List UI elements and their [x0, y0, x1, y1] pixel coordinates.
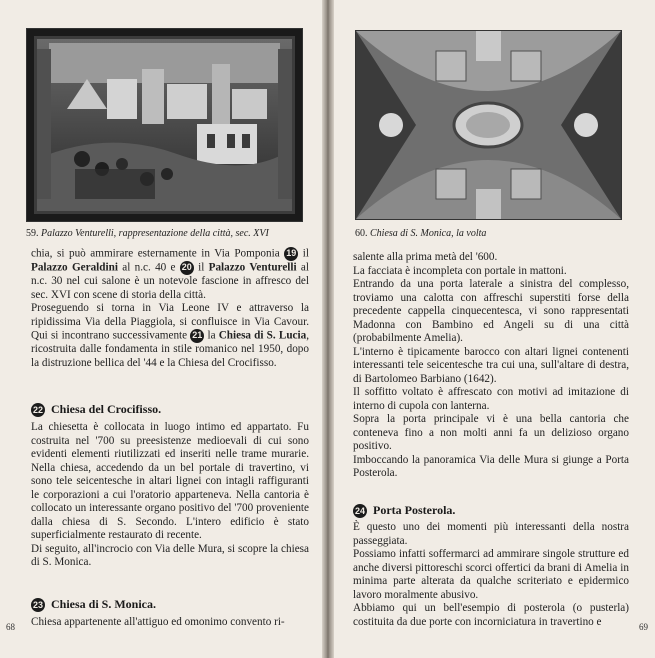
left-body-mid: [31, 421, 309, 570]
paragraph: L'interno è tipicamente barocco con altari lignei contenenti interessanti tele seicentesche tra cui una, sull'altare di destra, di Bartolomeo Barbiano (1642).: [353, 345, 629, 385]
badge-24: 24: [354, 505, 365, 516]
fresco-image: [27, 29, 302, 221]
right-body-bottom: [353, 521, 629, 629]
left-body-bottom: [31, 616, 309, 630]
paragraph: Imboccando la panoramica Via delle Mura si giunge a Porta Posterola.: [353, 453, 629, 479]
paragraph: Il soffitto voltato è affrescato con motivi ad imitazione di interno di cupola con lanterna.: [353, 386, 629, 412]
section-heading-22: 22 Chiesa del Crocifisso.: [32, 402, 162, 416]
figure-caption-59: 59. Palazzo Venturelli, rappresentazione della città, sec. XVI: [26, 228, 269, 239]
left-body-top: [31, 247, 309, 370]
paragraph: chia, si può ammirare esternamente in Via Pomponia 19 il Palazzo Geraldini al n.c. 40 e 20 il Palazzo Venturelli al n.c. 30 nel cui salone è un notevole fascione in affresco del sec. XVI con scene di storia della città.: [31, 247, 309, 301]
page-number-left: 68: [6, 622, 15, 632]
badge-19: 19: [284, 247, 298, 261]
chiesa-s-lucia: Chiesa di S. Lucia: [218, 329, 307, 342]
badge-23: 23: [32, 599, 43, 610]
badge-21: 21: [190, 329, 204, 343]
paragraph: La facciata è incompleta con portale in mattoni.: [353, 264, 567, 277]
vault-image: [356, 31, 621, 219]
palazzo-venturelli: Palazzo Venturelli: [208, 261, 297, 274]
paragraph: Entrando da una porta laterale a sinistra del complesso, troviamo una calotta con affreschi superstiti forse della precedente cappella cinquecentesca, vi sono rappresentati Madonna con Bambino ed Angeli su di una città (probabilmente Amelia).: [353, 278, 629, 344]
section-heading-23: 23 Chiesa di S. Monica.: [32, 597, 157, 611]
vault-photo: [355, 30, 622, 220]
paragraph: È questo uno dei momenti più interessanti della nostra passeggiata.: [353, 521, 629, 547]
paragraph: Possiamo infatti soffermarci ad ammirare singole strutture ed anche diversi pittoreschi scorci offertici da brani di Amelia in minima parte alterata da qualche scriteriato e epidermico lavoro moralmente abusivo.: [353, 548, 629, 601]
paragraph: Di seguito, all'incrocio con Via delle Mura, si scopre la chiesa di S. Monica.: [31, 542, 309, 568]
left-page: [0, 0, 326, 658]
section-heading-24: 24 Porta Posterola.: [354, 503, 456, 517]
right-page: [329, 0, 655, 658]
paragraph: Chiesa appartenente all'attiguo ed omonimo convento ri-: [31, 616, 285, 628]
palazzo-geraldini: Palazzo Geraldini: [31, 261, 118, 274]
paragraph: Proseguendo si torna in Via Leone IV e attraverso la ripidissima Via della Piaggiola, si confluisce in Via Cavour. Qui si incontrano successivamente 21 la Chiesa di S. Lucia, ricostruita dalle fondamenta in stile romanico nel 1950, dopo la distruzione bellica del '44 e la Chiesa del Crocifisso.: [31, 302, 310, 369]
book-gutter: [322, 0, 334, 658]
paragraph: Sopra la porta principale vi è una bella cantoria che conteneva fino a non molti anni fa un delizioso organo positivo.: [353, 413, 629, 452]
page-number-right: 69: [639, 622, 648, 632]
paragraph: salente alla prima metà del '600.: [353, 251, 498, 263]
badge-20: 20: [180, 261, 194, 275]
right-body-top: [353, 251, 629, 481]
badge-22: 22: [32, 404, 43, 415]
fresco-photo: [26, 28, 303, 222]
paragraph: Abbiamo qui un bell'esempio di posterola (o pusterla) costituita da due porte con incorniciatura in travertino e: [353, 602, 629, 628]
paragraph: La chiesetta è collocata in luogo intimo ed appartato. Fu costruita nel '700 su preesistenze medioevali di cui sono evidenti elementi riutilizzati ed inseriti nelle trame murarie. Nella chiesa, accedendo da un bel portale di travertino, vi sono tele seicentesche in altari lignei con intagli raffiguranti le corporazioni a cui l'oratorio apparteneva. Nella cantoria è collocato un interessante organo positivo del '700 proveniente dalla chiesa di S. Secondo. L'intero edificio è stato superficialmente restaurato di recente.: [31, 421, 309, 541]
figure-caption-60: 60. Chiesa di S. Monica, la volta: [355, 228, 487, 239]
